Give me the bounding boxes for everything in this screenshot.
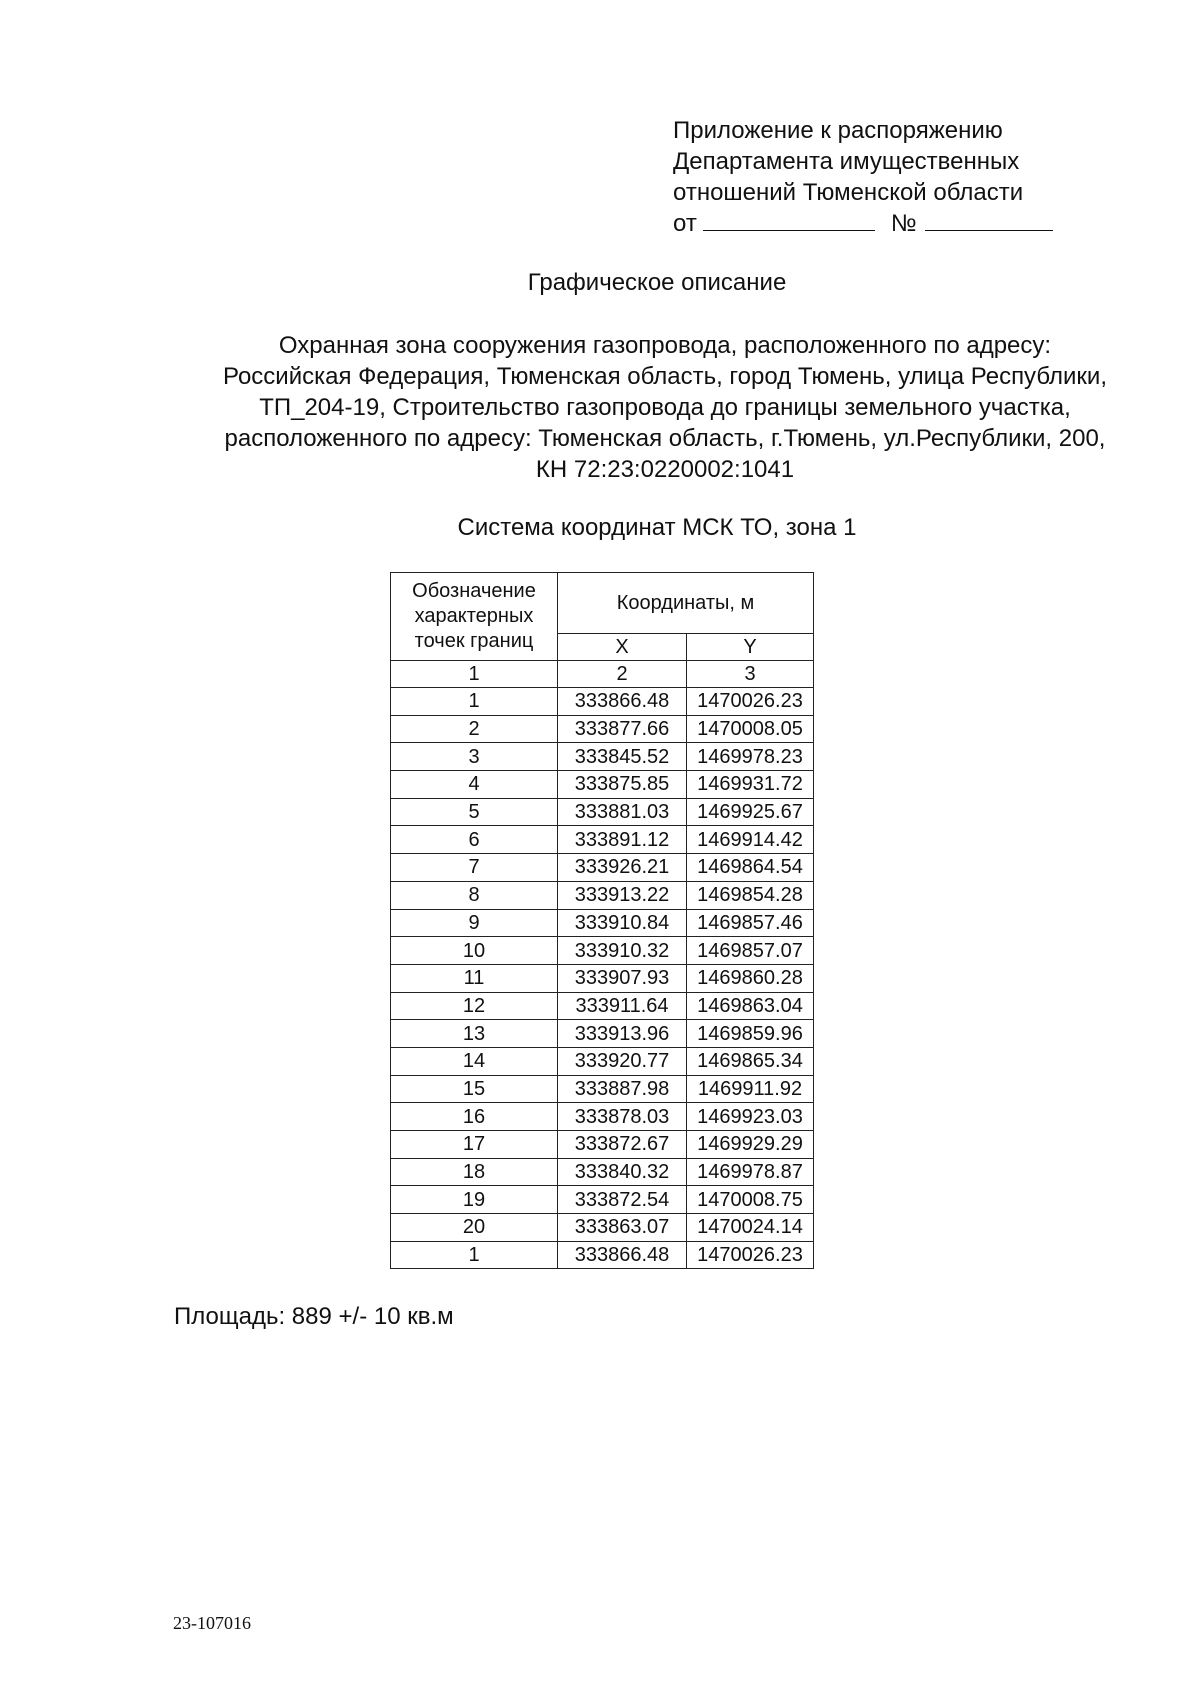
coordinates-table-body — [391, 688, 814, 1269]
table-row — [391, 1103, 814, 1131]
y-cell: 1469863.04 — [687, 992, 814, 1020]
point-cell: 4 — [391, 771, 558, 799]
x-cell: 333875.85 — [558, 771, 687, 799]
point-cell: 2 — [391, 715, 558, 743]
header-coordinates: Координаты, м — [558, 573, 814, 634]
y-cell: 1470026.23 — [687, 688, 814, 716]
y-cell: 1469857.46 — [687, 909, 814, 937]
table-row — [391, 1186, 814, 1214]
table-row — [391, 1241, 814, 1269]
number-label: № — [890, 210, 917, 237]
column-number-3: 3 — [687, 661, 814, 688]
x-cell: 333926.21 — [558, 854, 687, 882]
table-row — [391, 854, 814, 882]
x-cell: 333887.98 — [558, 1075, 687, 1103]
point-cell: 11 — [391, 964, 558, 992]
point-cell: 1 — [391, 1241, 558, 1269]
y-cell: 1469857.07 — [687, 937, 814, 965]
x-cell: 333891.12 — [558, 826, 687, 854]
point-cell: 20 — [391, 1214, 558, 1242]
table-row — [391, 715, 814, 743]
y-cell: 1469923.03 — [687, 1103, 814, 1131]
description-line-1: Охранная зона сооружения газопровода, расположенного по адресу: — [278, 332, 1052, 359]
description-line-5: КН 72:23:0220002:1041 — [535, 456, 795, 483]
table-row — [391, 937, 814, 965]
zone-description — [170, 330, 1160, 485]
x-cell: 333845.52 — [558, 743, 687, 771]
coordinates-table — [390, 572, 814, 1269]
table-row — [391, 964, 814, 992]
point-cell: 18 — [391, 1158, 558, 1186]
point-cell: 5 — [391, 798, 558, 826]
x-cell: 333911.64 — [558, 992, 687, 1020]
x-cell: 333920.77 — [558, 1047, 687, 1075]
y-cell: 1470008.75 — [687, 1186, 814, 1214]
y-cell: 1469864.54 — [687, 854, 814, 882]
date-blank — [703, 210, 875, 231]
table-row — [391, 992, 814, 1020]
point-cell: 3 — [391, 743, 558, 771]
table-row — [391, 1020, 814, 1048]
point-cell: 10 — [391, 937, 558, 965]
y-cell: 1470008.05 — [687, 715, 814, 743]
description-line-4: расположенного по адресу: Тюменская область, г.Тюмень, ул.Республики, 200, — [224, 425, 1106, 452]
x-cell: 333863.07 — [558, 1214, 687, 1242]
point-cell: 19 — [391, 1186, 558, 1214]
x-cell: 333913.22 — [558, 881, 687, 909]
table-row — [391, 826, 814, 854]
annex-line-1: Приложение к распоряжению — [673, 117, 1003, 144]
x-cell: 333872.54 — [558, 1186, 687, 1214]
x-cell: 333866.48 — [558, 688, 687, 716]
document-code: 23-107016 — [173, 1613, 251, 1633]
table-row — [391, 909, 814, 937]
table-row — [391, 743, 814, 771]
from-label: от — [673, 210, 697, 237]
y-cell: 1469978.87 — [687, 1158, 814, 1186]
x-cell: 333910.84 — [558, 909, 687, 937]
x-cell: 333910.32 — [558, 937, 687, 965]
x-cell: 333907.93 — [558, 964, 687, 992]
annex-line-2: Департамента имущественных — [673, 148, 1020, 175]
x-cell: 333877.66 — [558, 715, 687, 743]
table-row — [391, 881, 814, 909]
annex-date-number-line — [673, 208, 1053, 239]
column-number-1: 1 — [391, 661, 558, 688]
point-cell: 15 — [391, 1075, 558, 1103]
point-cell: 1 — [391, 688, 558, 716]
x-cell: 333840.32 — [558, 1158, 687, 1186]
y-cell: 1469854.28 — [687, 881, 814, 909]
x-cell: 333881.03 — [558, 798, 687, 826]
description-line-2: Российская Федерация, Тюменская область, город Тюмень, улица Республики, — [223, 363, 1107, 390]
point-cell: 13 — [391, 1020, 558, 1048]
y-cell: 1469929.29 — [687, 1131, 814, 1159]
table-row — [391, 1047, 814, 1075]
header-x: X — [558, 634, 687, 661]
y-cell: 1469865.34 — [687, 1047, 814, 1075]
y-cell: 1469859.96 — [687, 1020, 814, 1048]
point-cell: 9 — [391, 909, 558, 937]
y-cell: 1469860.28 — [687, 964, 814, 992]
x-cell: 333866.48 — [558, 1241, 687, 1269]
header-point-designation: Обозначение характерных точек границ — [391, 573, 558, 661]
annex-line-3: отношений Тюменской области — [673, 179, 1024, 206]
y-cell: 1469925.67 — [687, 798, 814, 826]
header-y: Y — [687, 634, 814, 661]
point-cell: 14 — [391, 1047, 558, 1075]
x-cell: 333878.03 — [558, 1103, 687, 1131]
point-cell: 8 — [391, 881, 558, 909]
area-value: Площадь: 889 +/- 10 кв.м — [174, 1303, 454, 1330]
description-line-3: ТП_204-19, Строительство газопровода до границы земельного участка, — [259, 394, 1071, 421]
table-row — [391, 1214, 814, 1242]
y-cell: 1469914.42 — [687, 826, 814, 854]
y-cell: 1470026.23 — [687, 1241, 814, 1269]
point-cell: 6 — [391, 826, 558, 854]
table-row — [391, 1131, 814, 1159]
x-cell: 333913.96 — [558, 1020, 687, 1048]
document-title: Графическое описание — [527, 269, 787, 296]
y-cell: 1469931.72 — [687, 771, 814, 799]
point-cell: 12 — [391, 992, 558, 1020]
y-cell: 1469911.92 — [687, 1075, 814, 1103]
table-row — [391, 688, 814, 716]
column-number-2: 2 — [558, 661, 687, 688]
point-cell: 16 — [391, 1103, 558, 1131]
point-cell: 17 — [391, 1131, 558, 1159]
table-row — [391, 798, 814, 826]
x-cell: 333872.67 — [558, 1131, 687, 1159]
y-cell: 1470024.14 — [687, 1214, 814, 1242]
point-cell: 7 — [391, 854, 558, 882]
y-cell: 1469978.23 — [687, 743, 814, 771]
number-blank — [925, 210, 1053, 231]
table-row — [391, 1158, 814, 1186]
table-row — [391, 771, 814, 799]
coordinate-system: Система координат МСК ТО, зона 1 — [457, 514, 857, 541]
annex-block — [673, 115, 1053, 239]
table-row — [391, 1075, 814, 1103]
